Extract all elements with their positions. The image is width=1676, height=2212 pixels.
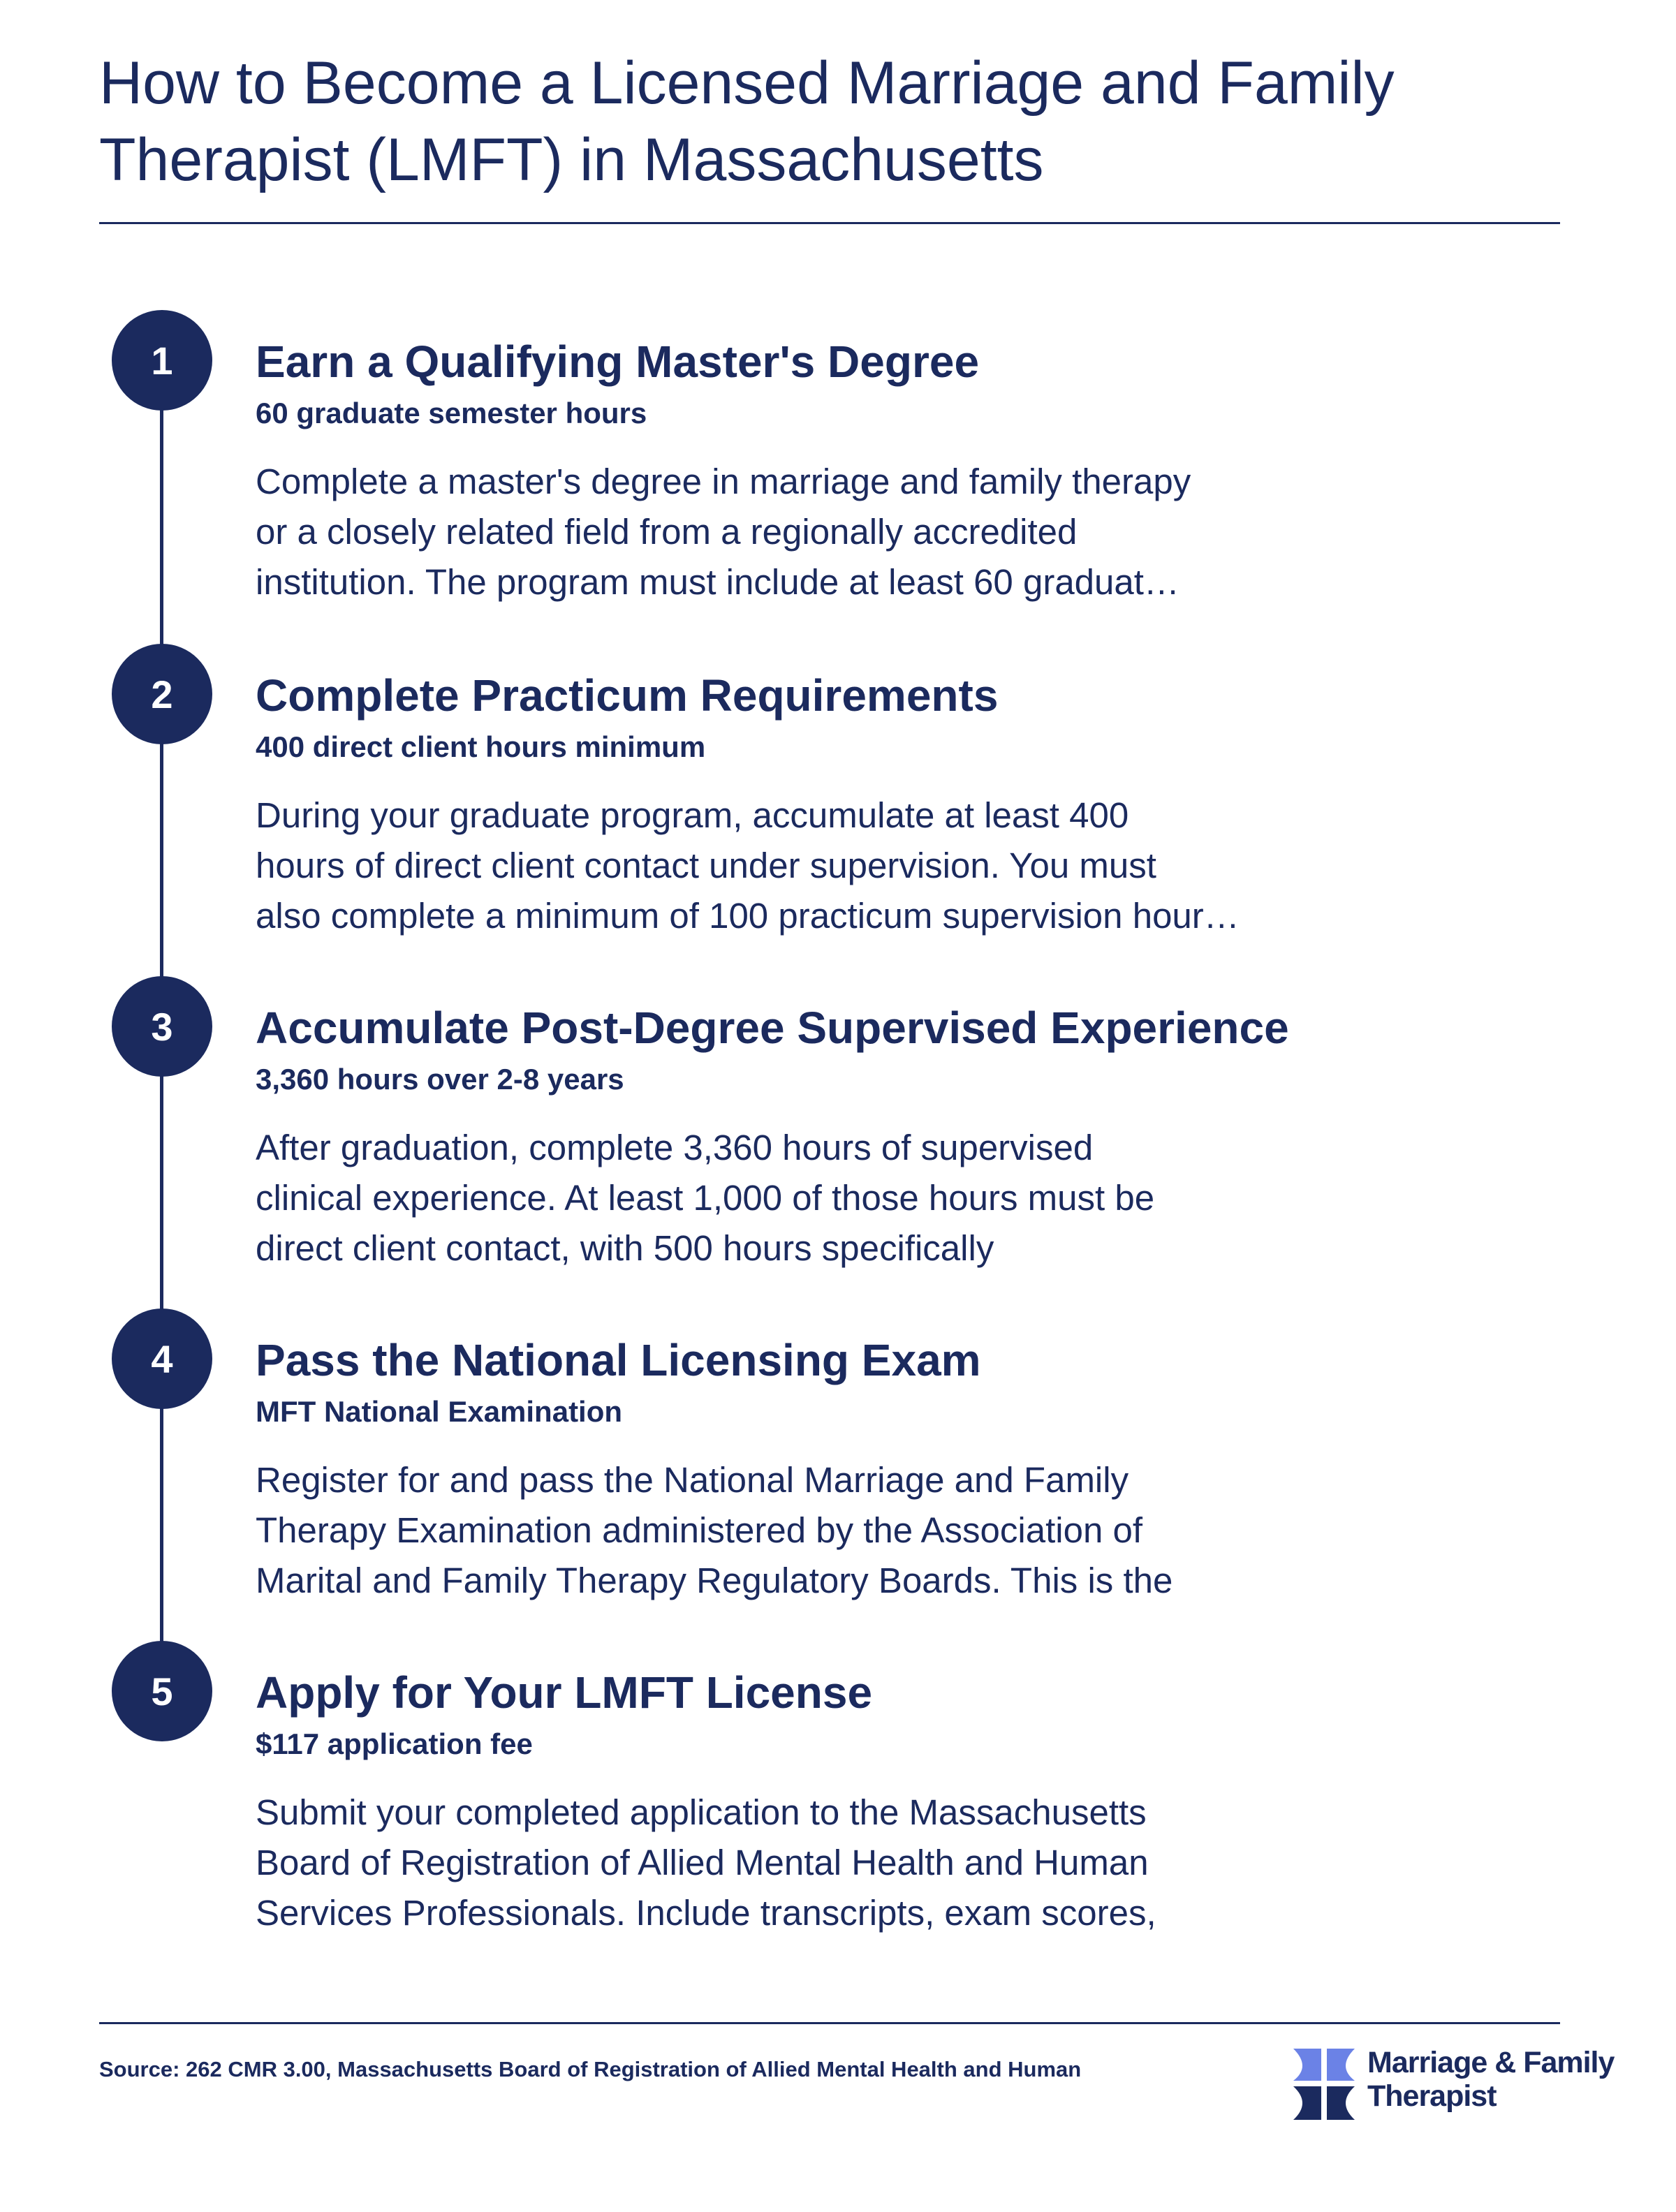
brand-logo [1291, 2046, 1614, 2123]
step-description-line: institution. The program must include at least 60 graduat… [256, 562, 1179, 602]
step-3 [256, 1001, 1443, 1274]
step-description-line: Submit your completed application to the Massachusetts [256, 1792, 1147, 1832]
step-description-line: Services Professionals. Include transcripts, exam scores, [256, 1893, 1156, 1933]
step-description-line: Complete a master's degree in marriage and family therapy [256, 462, 1191, 501]
step-title: Earn a Qualifying Master's Degree [256, 337, 980, 387]
step-subtitle: 3,360 hours over 2-8 years [256, 1063, 624, 1096]
step-description-line: During your graduate program, accumulate at least 400 [256, 795, 1129, 835]
step-description-line: Register for and pass the National Marriage and Family [256, 1460, 1129, 1500]
step-number-badge-1: 1 [112, 310, 212, 411]
step-number-badge-4: 4 [112, 1308, 212, 1409]
step-title: Accumulate Post-Degree Supervised Experience [256, 1003, 1289, 1053]
step-number-badge-5: 5 [112, 1641, 212, 1741]
logo-wordmark [1367, 2046, 1614, 2113]
source-citation: Source: 262 CMR 3.00, Massachusetts Board of Registration of Allied Mental Health and Human [99, 2057, 1082, 2081]
logo-text-line-2: Therapist [1367, 2079, 1497, 2113]
page-title [99, 45, 1496, 198]
step-subtitle: $117 application fee [256, 1727, 533, 1760]
title-line-2: Therapist (LMFT) in Massachusetts [99, 126, 1044, 193]
step-4 [256, 1334, 1443, 1606]
step-subtitle: MFT National Examination [256, 1395, 623, 1428]
step-description [256, 1123, 1345, 1274]
step-subtitle: 60 graduate semester hours [256, 397, 647, 429]
step-description-line: hours of direct client contact under supervision. You must [256, 846, 1156, 885]
step-number-badge-3: 3 [112, 976, 212, 1077]
logo-text-line-1: Marriage & Family [1367, 2046, 1615, 2079]
step-description-line: Marital and Family Therapy Regulatory Boards. This is the [256, 1561, 1173, 1600]
step-5 [256, 1666, 1443, 1938]
step-title: Apply for Your LMFT License [256, 1667, 873, 1718]
step-title: Complete Practicum Requirements [256, 670, 999, 721]
step-description [256, 1787, 1345, 1938]
step-description-line: or a closely related field from a regionally accredited [256, 512, 1078, 552]
logo-mark-icon [1291, 2046, 1358, 2123]
step-1 [256, 335, 1443, 607]
step-subtitle: 400 direct client hours minimum [256, 730, 706, 763]
step-number-badge-2: 2 [112, 644, 212, 744]
step-description [256, 790, 1345, 941]
step-title: Pass the National Licensing Exam [256, 1335, 981, 1385]
step-description-line: Board of Registration of Allied Mental Health and Human [256, 1843, 1149, 1882]
footer-divider [99, 2022, 1560, 2024]
step-description-line: also complete a minimum of 100 practicum supervision hour… [256, 896, 1240, 936]
step-description-line: Therapy Examination administered by the Association of [256, 1510, 1143, 1550]
step-description-line: direct client contact, with 500 hours specifically [256, 1228, 994, 1268]
step-description [256, 1455, 1345, 1606]
title-line-1: How to Become a Licensed Marriage and Family [99, 50, 1395, 117]
step-2 [256, 669, 1443, 941]
step-description-line: After graduation, complete 3,360 hours of supervised [256, 1128, 1094, 1167]
step-description-line: clinical experience. At least 1,000 of those hours must be [256, 1178, 1155, 1218]
step-description [256, 457, 1345, 607]
header-divider [99, 222, 1560, 224]
